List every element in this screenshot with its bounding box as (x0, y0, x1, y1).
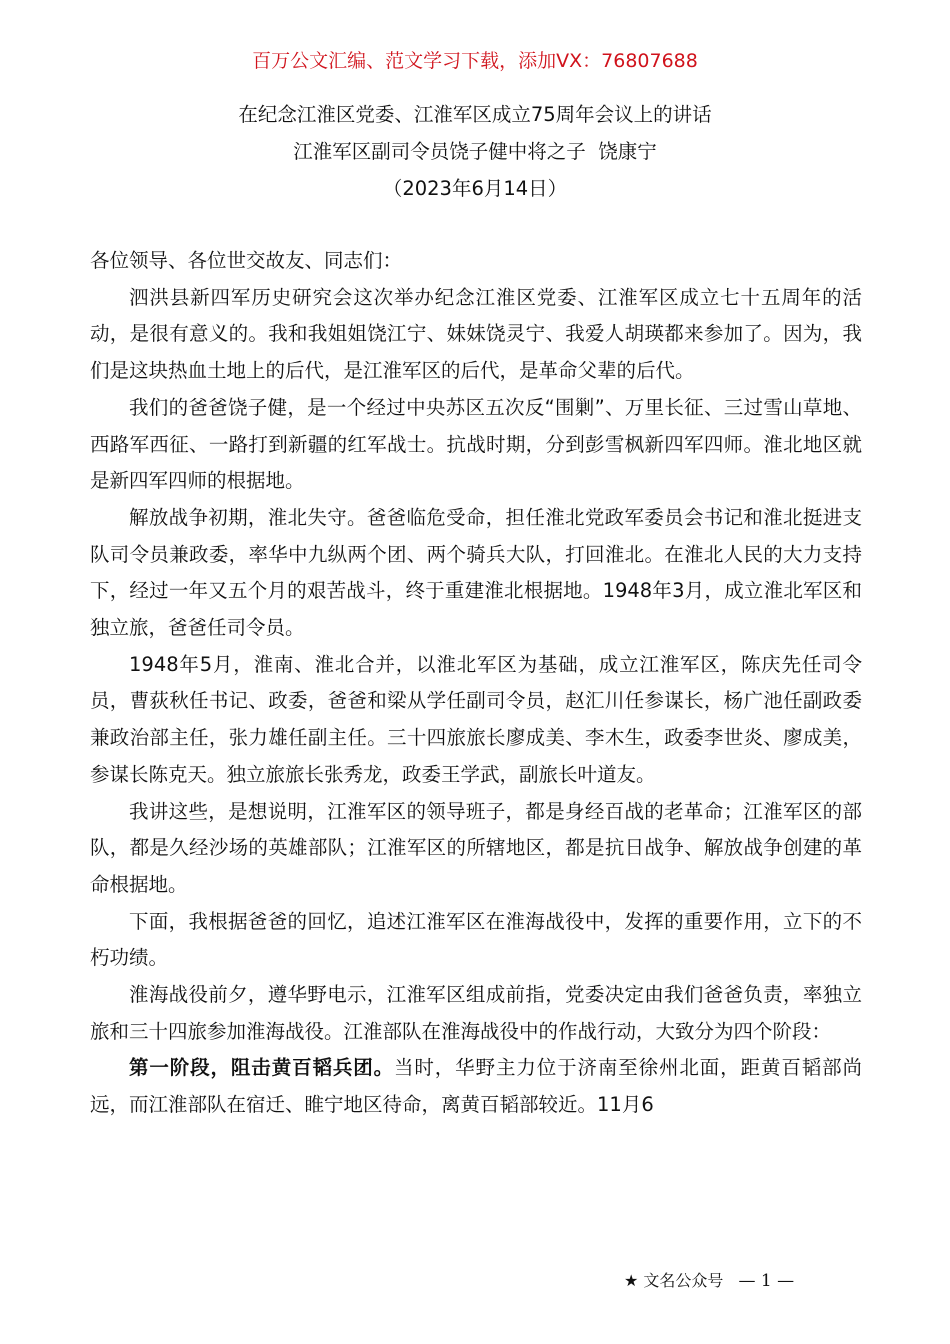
phase-text: 当时，华野主力位于济南至徐州北面，距黄百韬部尚远，而江淮部队在宿迁、睢宁地区待命，离黄百韬部较近。11月6 (90, 1056, 862, 1117)
paragraph: 泗洪县新四军历史研究会这次举办纪念江淮区党委、江淮军区成立七十五周年的活动，是很有意义的。我和我姐姐饶江宁、妹妹饶灵宁、我爱人胡瑛都来参加了。因为，我们是这块热血土地上的后代，是江淮军区的后代，是革命父辈的后代。 (90, 285, 862, 383)
paragraph: 下面，我根据爸爸的回忆，追述江淮军区在淮海战役中，发挥的重要作用，立下的不朽功绩。 (90, 909, 862, 970)
paragraph-last (90, 1050, 862, 1123)
speech-title: 在纪念江淮区党委、江淮军区成立75周年会议上的讲话 (238, 103, 712, 126)
paragraph: 我们的爸爸饶子健，是一个经过中央苏区五次反“围剿”、万里长征、三过雪山草地、西路军西征、一路打到新疆的红军战士。抗战时期，分到彭雪枫新四军四师。淮北地区就是新四军四师的根据地。 (90, 395, 862, 493)
watermark-banner: 百万公文汇编、范文学习下载，添加VX：76807688 (252, 50, 698, 72)
speaker-line: 江淮军区副司令员饶子健中将之子 饶康宁 (293, 140, 657, 163)
speech-body (90, 243, 862, 1124)
phase-heading: 第一阶段，阻击黄百韬兵团。 (129, 1056, 395, 1080)
salutation: 各位领导、各位世交故友、同志们： (90, 249, 403, 272)
paragraph: 解放战争初期，淮北失守。爸爸临危受命，担任淮北党政军委员会书记和淮北挺进支队司令员兼政委，率华中九纵两个团、两个骑兵大队，打回淮北。在淮北人民的大力支持下，经过一年又五个月的艰苦战斗，终于重建淮北根据地。1948年3月，成立淮北军区和独立旅，爸爸任司令员。 (90, 505, 862, 640)
speech-date: （2023年6月14日） (382, 177, 568, 200)
paragraph: 1948年5月，淮南、淮北合并，以淮北军区为基础，成立江淮军区，陈庆先任司令员，曹荻秋任书记、政委，爸爸和梁从学任副司令员，赵汇川任参谋长，杨广池任副政委兼政治部主任，张力雄任副主任。三十四旅旅长廖成美、李木生，政委李世炎、廖成美，参谋长陈克天。独立旅旅长张秀龙，政委王学武，副旅长叶道友。 (90, 652, 862, 786)
footer-label: ★ 文名公众号 (624, 1271, 724, 1290)
paragraph: 我讲这些，是想说明，江淮军区的领导班子，都是身经百战的老革命；江淮军区的部队，都是久经沙场的英雄部队；江淮军区的所辖地区，都是抗日战争、解放战争创建的革命根据地。 (90, 799, 862, 896)
page-footer (624, 1268, 794, 1291)
page-number: — 1 — (738, 1271, 795, 1291)
paragraph: 淮海战役前夕，遵华野电示，江淮军区组成前指，党委决定由我们爸爸负责，率独立旅和三十四旅参加淮海战役。江淮部队在淮海战役中的作战行动，大致分为四个阶段： (90, 983, 862, 1043)
